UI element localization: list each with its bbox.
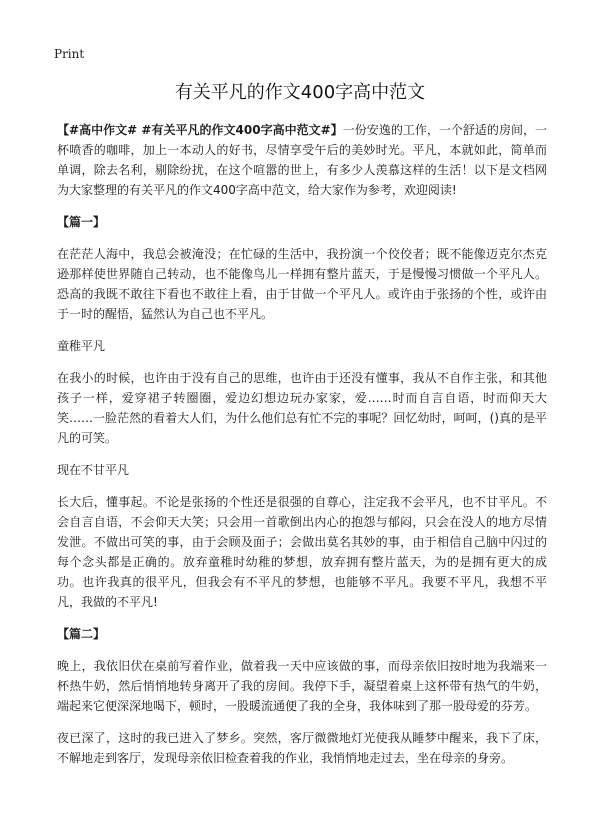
page-title: 有关平凡的作文400字高中范文 [174,82,426,103]
section-2-paragraph-2: 夜已深了，这时的我已进入了梦乡。突然，客厅微微地灯光使我从睡梦中醒来，我下了床，不解地走到客厅，发现母亲依旧检查着我的作业，我悄悄地走过去，坐在母亲的身旁。 [57,731,547,765]
section-heading-1: 【篇一】 [57,215,106,229]
subheading-now: 现在不甘平凡 [57,463,130,477]
section-2-paragraph-1: 晚上，我依旧伏在桌前写着作业，做着我一天中应该做的事，而母亲依旧按时地为我端来一杯热牛奶，然后悄悄地转身离开了我的房间。我停下手，凝望着桌上这杯带有热气的牛奶，端起来它便深深地喝下，顿时，一股暖流通便了我的全身，我体味到了那一股母爱的芬芳。 [57,659,547,713]
intro-tag: 【#高中作文# #有关平凡的作文400字高中范文#】 [57,123,343,137]
intro-text: 一份安逸的工作，一个舒适的房间，一杯喷香的咖啡，加上一本动人的好书，尽情享受午后的美妙时光。平凡，本就如此，简单而单调，除去名利，剔除纷扰，在这个喧嚣的世上，有多少人羡慕这样的生活！以下是文档网为大家整理的有关平凡的作文400字高中范文，给大家作为参考，欢迎阅读! [57,123,547,197]
intro-paragraph [57,120,547,200]
subheading-childhood: 童稚平凡 [57,339,106,353]
section-heading-2: 【篇二】 [57,627,106,641]
section-1-paragraph-3: 长大后，懂事起。不论是张扬的个性还是很强的自尊心，注定我不会平凡，也不甘平凡。不会自言自语，不会仰天大笑；只会用一首歌倒出内心的抱怨与郁闷，只会在没人的地方尽情发泄。不做出可笑的事，由于会顾及面子；会做出莫名其妙的事，由于相信自己脑中闪过的每个念头都是正确的。放弃童稚时幼稚的梦想，放弃拥有整片蓝天，为的是拥有更大的成功。也许我真的很平凡，但我会有不平凡的梦想，也能够不平凡。我要不平凡，我想不平凡，我做的不平凡! [57,495,547,609]
section-1-paragraph-1: 在茫茫人海中，我总会被淹没；在忙碌的生活中，我扮演一个佼佼者；既不能像迈克尔杰克逊那样使世界随自己转动，也不能像鸟儿一样拥有整片蓝天，于是慢慢习惯做一个平凡人。恐高的我既不敢往下看也不敢往上看，由于甘做一个平凡人。或许由于张扬的个性，或许由于一时的醒悟，猛然认为自己也不平凡。 [57,247,547,321]
section-1-paragraph-2: 在我小的时候，也许由于没有自己的思维，也许由于还没有懂事，我从不自作主张，和其他孩子一样，爱穿裙子转圈圈，爱边幻想边玩办家家，爱……时而自言自语，时而仰天大笑……一脸茫然的看着大人们，为什么他们总有忙不完的事呢？回忆幼时，呵呵，()真的是平凡的可笑。 [57,371,547,445]
article-body [57,120,547,780]
print-link[interactable]: Print [54,47,85,61]
